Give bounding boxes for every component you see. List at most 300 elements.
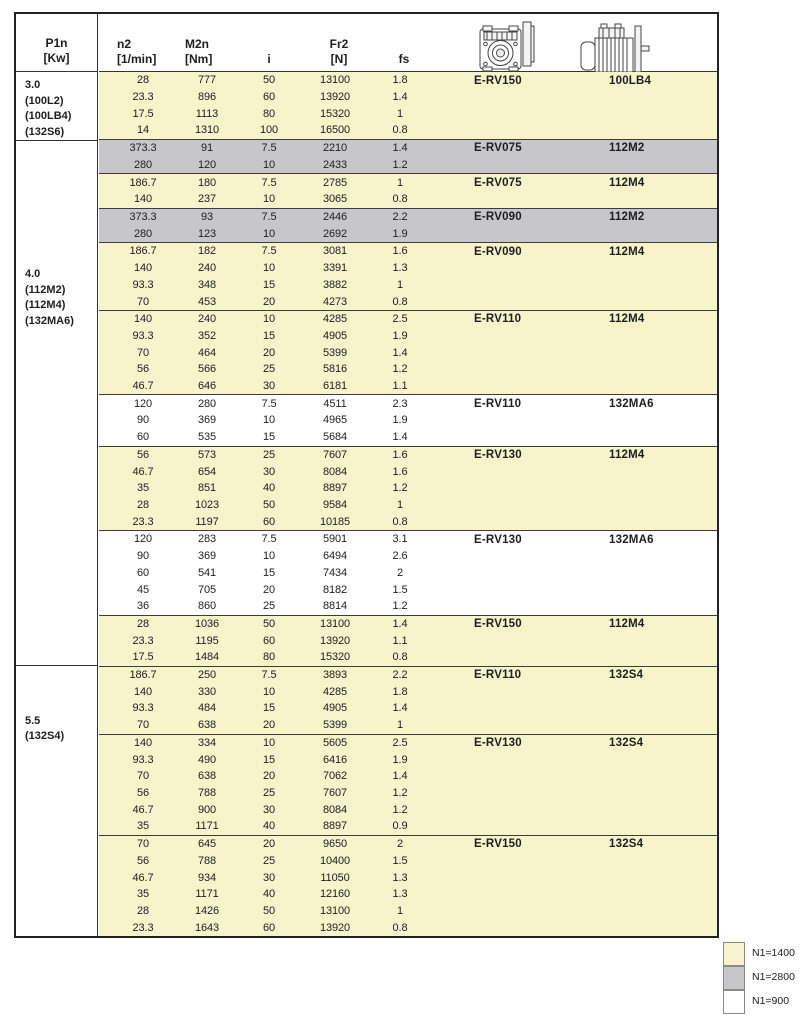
fs-value: 1.4 bbox=[392, 702, 408, 715]
fr2-value: 4905 bbox=[322, 329, 348, 342]
motor-size-label: 112M4 bbox=[609, 176, 645, 189]
label-line: [Kw] bbox=[43, 51, 70, 65]
ratio-block-e-rv110-112m4 bbox=[99, 311, 717, 396]
fs-value: 1.4 bbox=[392, 770, 408, 783]
table-row bbox=[99, 700, 717, 717]
table-row bbox=[99, 480, 717, 497]
fr2-value: 5684 bbox=[322, 431, 348, 444]
n2-value: 373.3 bbox=[129, 142, 157, 155]
motor-size-label: 112M2 bbox=[609, 142, 645, 155]
fr2-value: 6181 bbox=[322, 380, 348, 393]
fs-value: 1.9 bbox=[392, 329, 408, 342]
i-value: 30 bbox=[262, 465, 276, 478]
fs-value: 2.5 bbox=[392, 313, 408, 326]
legend-item bbox=[723, 989, 795, 1013]
electric-motor-icon bbox=[579, 16, 651, 74]
m2n-value: 369 bbox=[197, 550, 217, 563]
label-line: [1/min] bbox=[117, 52, 157, 66]
table-row bbox=[99, 513, 717, 530]
fr2-value: 5399 bbox=[322, 719, 348, 732]
worm-gearbox-icon bbox=[477, 20, 537, 72]
i-value: 7.5 bbox=[261, 176, 277, 189]
n2-value: 17.5 bbox=[132, 651, 154, 664]
i-value: 30 bbox=[262, 871, 276, 884]
m2n-value: 541 bbox=[197, 566, 217, 579]
table-row bbox=[99, 717, 717, 734]
table-row bbox=[99, 801, 717, 818]
legend-label: N1=900 bbox=[752, 995, 790, 1007]
m2n-value: 788 bbox=[197, 854, 217, 867]
i-value: 25 bbox=[262, 448, 276, 461]
i-value: 15 bbox=[262, 278, 276, 291]
i-value: 10 bbox=[262, 193, 276, 206]
fs-value: 0.8 bbox=[392, 921, 408, 934]
m2n-value: 705 bbox=[197, 583, 217, 596]
fs-value: 1 bbox=[396, 904, 404, 917]
ratio-block-e-rv090-112m4 bbox=[99, 243, 717, 311]
table-row bbox=[99, 649, 717, 666]
n2-value: 23.3 bbox=[132, 91, 154, 104]
gearbox-model-label: E-RV110 bbox=[474, 669, 522, 682]
n2-value: 120 bbox=[133, 397, 153, 410]
i-value: 20 bbox=[262, 770, 276, 783]
fr2-value: 8897 bbox=[322, 820, 348, 833]
table-row bbox=[99, 344, 717, 361]
table-row bbox=[99, 260, 717, 277]
fs-value: 1 bbox=[396, 176, 404, 189]
i-value: 60 bbox=[262, 921, 276, 934]
power-group-cell-3kw bbox=[16, 72, 97, 141]
table-row bbox=[99, 328, 717, 345]
ratio-block-e-rv150-100lb4 bbox=[99, 72, 717, 140]
power-group-cell-4kw bbox=[16, 141, 97, 666]
fr2-value: 11050 bbox=[320, 871, 350, 884]
ratio-block-e-rv150-112m4 bbox=[99, 616, 717, 667]
gearbox-model-label: E-RV090 bbox=[474, 245, 522, 258]
n2-value: 46.7 bbox=[132, 871, 154, 884]
fs-value: 1 bbox=[396, 278, 404, 291]
fs-value: 1.6 bbox=[392, 465, 408, 478]
i-value: 40 bbox=[262, 482, 276, 495]
fs-value: 1.9 bbox=[392, 753, 408, 766]
fs-value: 2.2 bbox=[392, 210, 408, 223]
label-line: (132S4) bbox=[25, 730, 65, 743]
legend-label: N1=2800 bbox=[752, 971, 795, 983]
ratio-block-e-rv075-112m4 bbox=[99, 174, 717, 208]
n2-value: 93.3 bbox=[132, 753, 154, 766]
fs-value: 1.2 bbox=[392, 158, 408, 171]
fr2-value: 5605 bbox=[322, 736, 348, 749]
m2n-value: 283 bbox=[197, 533, 217, 546]
legend-item bbox=[723, 941, 795, 965]
m2n-value: 900 bbox=[197, 803, 217, 816]
motor-size-label: 112M4 bbox=[609, 245, 645, 258]
fr2-value: 6416 bbox=[322, 753, 348, 766]
fr2-value: 5816 bbox=[322, 363, 348, 376]
i-value: 7.5 bbox=[261, 533, 277, 546]
fr2-value: 7607 bbox=[322, 448, 348, 461]
i-value: 25 bbox=[262, 787, 276, 799]
fr2-value: 2210 bbox=[322, 142, 348, 155]
table-row bbox=[99, 683, 717, 700]
n2-value: 60 bbox=[136, 566, 150, 579]
table-row bbox=[99, 89, 717, 106]
fs-value: 1.5 bbox=[392, 583, 408, 596]
table-row bbox=[99, 852, 717, 869]
m2n-value: 934 bbox=[197, 871, 217, 884]
fs-value: 2.6 bbox=[392, 550, 408, 563]
fs-value: 1.9 bbox=[392, 414, 408, 427]
fr2-value: 3882 bbox=[322, 278, 348, 291]
fr2-value: 2692 bbox=[322, 227, 348, 240]
table-row bbox=[99, 497, 717, 514]
gearbox-model-label: E-RV130 bbox=[474, 737, 522, 750]
n2-value: 23.3 bbox=[132, 515, 154, 528]
i-value: 50 bbox=[262, 617, 276, 630]
i-value: 100 bbox=[259, 124, 279, 137]
table-body bbox=[99, 72, 717, 936]
i-value: 60 bbox=[262, 634, 276, 647]
n2-value: 35 bbox=[136, 820, 150, 833]
label-line: M2n bbox=[185, 37, 209, 51]
fr2-value: 9650 bbox=[322, 838, 348, 851]
table-row bbox=[99, 632, 717, 649]
m2n-value: 182 bbox=[197, 245, 217, 258]
n2-value: 70 bbox=[136, 838, 150, 851]
fs-value: 1 bbox=[396, 719, 404, 732]
fs-value: 0.8 bbox=[392, 193, 408, 206]
fr2-value: 4285 bbox=[322, 313, 348, 326]
ratio-block-e-rv130-112m4 bbox=[99, 447, 717, 532]
label-line: 3.0 bbox=[25, 79, 41, 91]
fr2-value: 13920 bbox=[319, 634, 351, 647]
fr2-value: 4905 bbox=[322, 702, 348, 715]
i-value: 7.5 bbox=[261, 669, 277, 682]
fr2-value: 4273 bbox=[322, 295, 348, 308]
fr2-value: 12160 bbox=[319, 888, 351, 901]
n2-value: 28 bbox=[136, 498, 150, 511]
label-line: (100L2) bbox=[25, 94, 64, 107]
i-value: 10 bbox=[262, 736, 276, 749]
motor-size-label: 132S4 bbox=[609, 737, 644, 750]
gearbox-model-label: E-RV150 bbox=[474, 838, 522, 851]
fs-value: 1 bbox=[396, 498, 404, 511]
ratio-block-e-rv130-132ma6 bbox=[99, 531, 717, 616]
i-value: 7.5 bbox=[261, 245, 277, 258]
m2n-value: 566 bbox=[197, 363, 217, 376]
n2-value: 186.7 bbox=[129, 176, 157, 189]
fr2-value: 3391 bbox=[322, 262, 348, 275]
table-row bbox=[99, 768, 717, 785]
i-value: 40 bbox=[262, 820, 276, 833]
n2-value: 70 bbox=[136, 346, 150, 359]
table-row bbox=[99, 429, 717, 446]
label-line: (112M2) bbox=[25, 283, 66, 296]
i-value: 15 bbox=[262, 753, 276, 766]
i-value: 7.5 bbox=[261, 397, 277, 410]
legend-swatch-n900 bbox=[723, 990, 745, 1014]
table-row bbox=[99, 818, 717, 835]
fs-value: 0.9 bbox=[392, 820, 408, 833]
m2n-value: 654 bbox=[197, 465, 217, 478]
fs-value: 1.5 bbox=[392, 854, 408, 867]
fs-value: 1.4 bbox=[392, 431, 408, 444]
i-value: 10 bbox=[262, 158, 276, 171]
fr2-value: 7607 bbox=[322, 787, 348, 799]
fs-value: 1.1 bbox=[392, 380, 408, 393]
gearmotor-selection-table bbox=[14, 12, 719, 938]
n2-value: 23.3 bbox=[132, 634, 154, 647]
gearbox-model-label: E-RV130 bbox=[474, 449, 522, 462]
ratio-block-e-rv110-132s4 bbox=[99, 667, 717, 735]
fr2-value: 16500 bbox=[319, 124, 351, 137]
m2n-value: 280 bbox=[197, 397, 217, 410]
fr2-value: 5901 bbox=[322, 533, 348, 546]
fr2-value: 7434 bbox=[322, 566, 348, 579]
gearbox-model-label: E-RV075 bbox=[474, 176, 522, 189]
i-value: 15 bbox=[262, 431, 276, 444]
header-fs: fs bbox=[398, 52, 410, 66]
fr2-value: 4285 bbox=[322, 685, 348, 698]
m2n-value: 123 bbox=[197, 227, 217, 240]
n2-value: 70 bbox=[136, 295, 150, 308]
n2-value: 23.3 bbox=[132, 921, 154, 934]
fr2-value: 13100 bbox=[319, 904, 351, 917]
n2-value: 93.3 bbox=[132, 329, 154, 342]
m2n-value: 1643 bbox=[194, 921, 220, 934]
label-line: (132S6) bbox=[25, 125, 65, 138]
power-group-label bbox=[16, 141, 97, 329]
fs-value: 2 bbox=[396, 838, 404, 851]
fr2-value: 2433 bbox=[322, 158, 348, 171]
i-value: 50 bbox=[262, 74, 276, 87]
n2-value: 14 bbox=[136, 124, 150, 137]
fr2-value: 3081 bbox=[322, 245, 348, 258]
fs-value: 1.2 bbox=[392, 600, 408, 613]
i-value: 10 bbox=[262, 262, 276, 275]
m2n-value: 638 bbox=[197, 770, 217, 783]
m2n-value: 1195 bbox=[195, 634, 219, 647]
n2-value: 17.5 bbox=[132, 107, 154, 120]
power-group-label bbox=[16, 72, 97, 140]
fr2-value: 3065 bbox=[322, 193, 348, 206]
i-value: 10 bbox=[262, 685, 276, 698]
speed-legend bbox=[723, 941, 795, 1013]
i-value: 60 bbox=[262, 91, 276, 104]
table-row bbox=[99, 869, 717, 886]
table-row bbox=[99, 785, 717, 802]
i-value: 20 bbox=[262, 295, 276, 308]
table-row bbox=[99, 157, 717, 174]
table-row bbox=[99, 122, 717, 139]
fs-value: 1.3 bbox=[392, 888, 408, 901]
fs-value: 3.1 bbox=[392, 533, 408, 546]
fs-value: 1.3 bbox=[392, 871, 408, 884]
n2-value: 70 bbox=[136, 719, 150, 732]
m2n-value: 330 bbox=[197, 685, 217, 698]
n2-value: 35 bbox=[136, 888, 150, 901]
label-line: 4.0 bbox=[25, 268, 41, 280]
i-value: 20 bbox=[262, 838, 276, 851]
fs-value: 2.3 bbox=[392, 397, 408, 410]
label-line: (100LB4) bbox=[25, 110, 72, 122]
fs-value: 1.2 bbox=[392, 787, 408, 799]
n2-value: 140 bbox=[133, 262, 153, 275]
header-p1n bbox=[16, 14, 97, 72]
fs-value: 1.4 bbox=[392, 617, 408, 630]
m2n-value: 1310 bbox=[194, 124, 220, 137]
i-value: 80 bbox=[262, 107, 276, 120]
i-value: 80 bbox=[262, 651, 276, 664]
i-value: 7.5 bbox=[261, 210, 277, 223]
fs-value: 0.8 bbox=[392, 295, 408, 308]
fr2-value: 2446 bbox=[322, 210, 348, 223]
i-value: 10 bbox=[262, 227, 276, 240]
fs-value: 1.8 bbox=[392, 685, 408, 698]
n2-value: 186.7 bbox=[129, 245, 157, 258]
motor-size-label: 112M2 bbox=[609, 211, 645, 224]
legend-label: N1=1400 bbox=[752, 947, 795, 959]
n2-value: 93.3 bbox=[132, 702, 154, 715]
power-group-label bbox=[16, 666, 97, 745]
ratio-block-e-rv075-112m2 bbox=[99, 140, 717, 174]
fs-value: 1.9 bbox=[392, 227, 408, 240]
n2-value: 90 bbox=[136, 550, 150, 563]
m2n-value: 573 bbox=[197, 448, 217, 461]
n2-value: 93.3 bbox=[132, 278, 154, 291]
n2-value: 186.7 bbox=[129, 669, 157, 682]
table-row bbox=[99, 361, 717, 378]
gearbox-model-label: E-RV150 bbox=[474, 74, 522, 87]
table-row bbox=[99, 463, 717, 480]
m2n-value: 1023 bbox=[194, 498, 220, 511]
m2n-value: 464 bbox=[197, 346, 217, 359]
legend-swatch-n2800 bbox=[723, 966, 745, 990]
m2n-value: 1484 bbox=[194, 651, 220, 664]
data-columns bbox=[99, 14, 717, 936]
fr2-value: 8897 bbox=[322, 482, 348, 495]
i-value: 30 bbox=[262, 803, 276, 816]
fs-value: 2.5 bbox=[392, 736, 408, 749]
fr2-value: 13920 bbox=[319, 91, 351, 104]
n2-value: 140 bbox=[133, 313, 153, 326]
m2n-value: 638 bbox=[197, 719, 217, 732]
n2-value: 45 bbox=[136, 583, 150, 596]
i-value: 60 bbox=[262, 515, 276, 528]
n2-value: 140 bbox=[133, 193, 153, 206]
label-line: n2 bbox=[117, 37, 132, 51]
motor-size-label: 132MA6 bbox=[609, 533, 654, 546]
motor-size-label: 112M4 bbox=[609, 618, 645, 631]
fs-value: 1.2 bbox=[392, 482, 408, 495]
fs-value: 1.6 bbox=[392, 448, 408, 461]
motor-size-label: 132MA6 bbox=[609, 397, 654, 410]
i-value: 15 bbox=[262, 702, 276, 715]
n2-value: 56 bbox=[136, 363, 150, 376]
i-value: 20 bbox=[262, 719, 276, 732]
m2n-value: 240 bbox=[197, 262, 217, 275]
n2-value: 90 bbox=[136, 414, 150, 427]
i-value: 25 bbox=[262, 363, 276, 376]
gearbox-model-label: E-RV150 bbox=[474, 618, 522, 631]
fr2-value: 10185 bbox=[319, 515, 351, 528]
motor-size-label: 112M4 bbox=[609, 449, 645, 462]
fs-value: 1.2 bbox=[392, 803, 408, 816]
fr2-value: 6494 bbox=[322, 550, 348, 563]
n2-value: 56 bbox=[136, 787, 150, 799]
fr2-value: 8814 bbox=[322, 600, 348, 613]
table-row bbox=[99, 276, 717, 293]
header-i: i bbox=[267, 52, 271, 66]
m2n-value: 91 bbox=[200, 142, 214, 155]
m2n-value: 490 bbox=[197, 753, 217, 766]
legend-item bbox=[723, 965, 795, 989]
m2n-value: 788 bbox=[197, 787, 217, 799]
legend-swatch-n1400 bbox=[723, 942, 745, 966]
n2-value: 60 bbox=[136, 431, 150, 444]
m2n-value: 1036 bbox=[194, 617, 220, 630]
i-value: 25 bbox=[262, 854, 276, 867]
gearbox-model-label: E-RV090 bbox=[474, 211, 522, 224]
label-line: (132MA6) bbox=[25, 314, 74, 327]
fr2-value: 8084 bbox=[322, 803, 348, 816]
gearbox-model-label: E-RV075 bbox=[474, 142, 522, 155]
n2-value: 56 bbox=[136, 448, 150, 461]
i-value: 10 bbox=[262, 313, 276, 326]
n2-value: 36 bbox=[136, 600, 150, 613]
i-value: 50 bbox=[262, 498, 276, 511]
motor-size-label: 132S4 bbox=[609, 669, 644, 682]
fr2-value: 3893 bbox=[322, 669, 348, 682]
header-n2 bbox=[117, 37, 156, 67]
m2n-value: 180 bbox=[197, 176, 217, 189]
table-row bbox=[99, 378, 717, 395]
m2n-value: 1171 bbox=[195, 820, 219, 833]
n2-value: 28 bbox=[136, 74, 150, 87]
i-value: 50 bbox=[262, 904, 276, 917]
label-line: [Nm] bbox=[185, 52, 213, 66]
table-row bbox=[99, 751, 717, 768]
motor-size-label: 100LB4 bbox=[609, 74, 652, 87]
label-line: [N] bbox=[330, 52, 348, 66]
fs-value: 2.2 bbox=[392, 669, 408, 682]
label-line: 5.5 bbox=[25, 714, 41, 727]
n2-value: 46.7 bbox=[132, 380, 154, 393]
i-value: 7.5 bbox=[261, 142, 277, 155]
m2n-value: 851 bbox=[197, 482, 217, 495]
fs-value: 1.4 bbox=[392, 91, 408, 104]
i-value: 30 bbox=[262, 380, 276, 393]
i-value: 10 bbox=[262, 550, 276, 563]
ratio-block-e-rv130-132s4 bbox=[99, 735, 717, 836]
table-row bbox=[99, 564, 717, 581]
n2-value: 35 bbox=[136, 482, 150, 495]
n2-value: 46.7 bbox=[132, 465, 154, 478]
m2n-value: 453 bbox=[197, 295, 217, 308]
m2n-value: 369 bbox=[197, 414, 217, 427]
fr2-value: 9584 bbox=[322, 498, 348, 511]
m2n-value: 120 bbox=[197, 158, 217, 171]
fs-value: 0.8 bbox=[392, 651, 408, 664]
fs-value: 1.8 bbox=[392, 74, 408, 87]
m2n-value: 250 bbox=[197, 669, 217, 682]
label-line: P1n bbox=[45, 36, 68, 50]
fr2-value: 5399 bbox=[322, 346, 348, 359]
fr2-value: 13920 bbox=[319, 921, 351, 934]
fs-value: 1.6 bbox=[392, 245, 408, 258]
table-row bbox=[99, 293, 717, 310]
table-row bbox=[99, 105, 717, 122]
